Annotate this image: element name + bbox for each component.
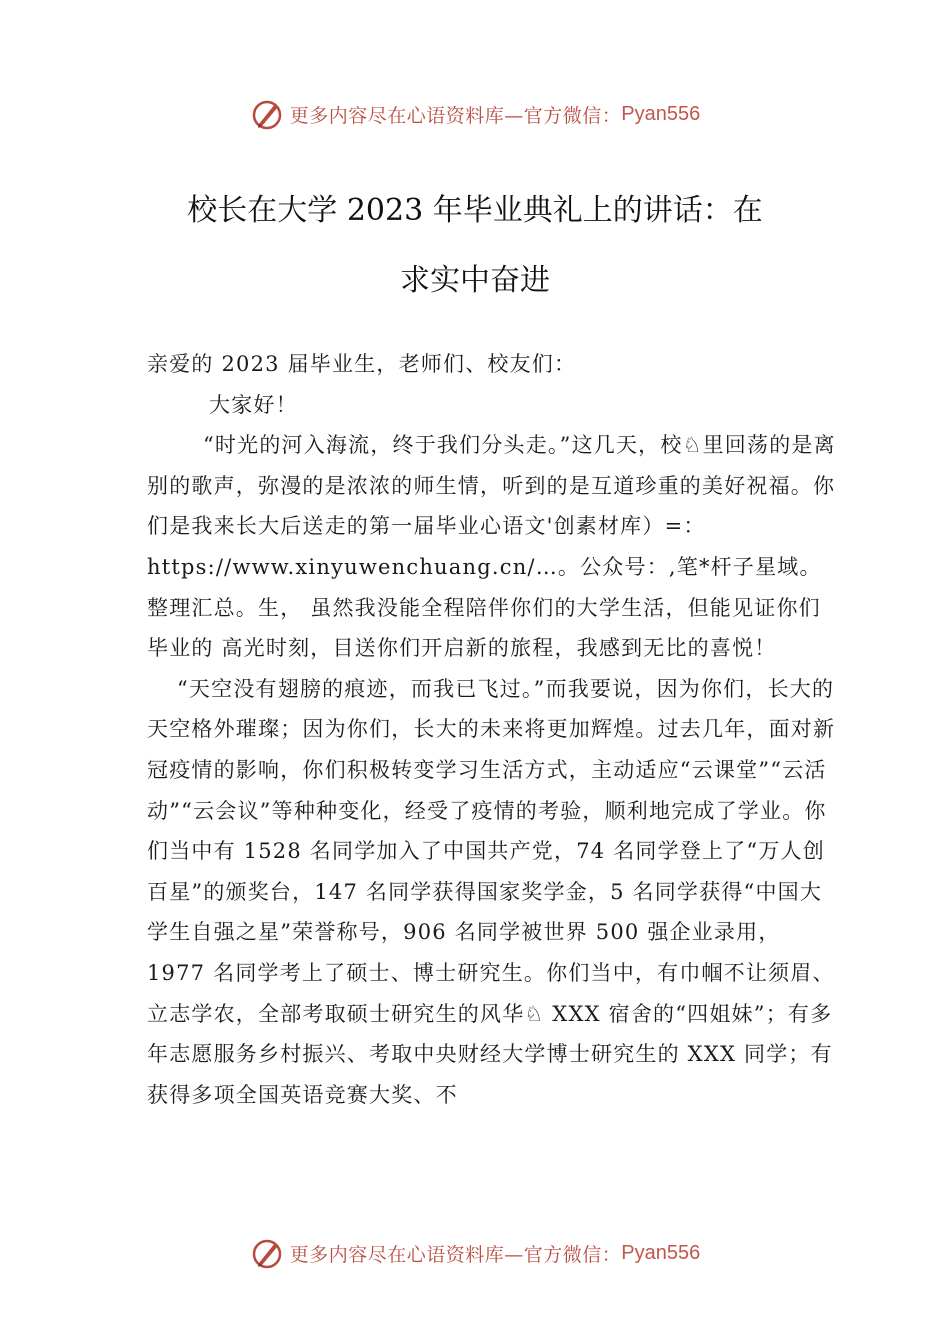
document-title bbox=[120, 176, 830, 316]
footer-banner bbox=[0, 1233, 950, 1273]
wechat-id: Pyan556 bbox=[621, 102, 701, 125]
pen-logo-icon bbox=[250, 97, 284, 131]
banner-text: 更多内容尽在心语资料库—官方微信： bbox=[289, 1243, 622, 1266]
speech-body bbox=[147, 344, 837, 1115]
greeting: 大家好！ bbox=[209, 392, 298, 417]
paragraph-1: “时光的河入海流，终于我们分头走。”这几天，校♘里回荡的是离别的歌声，弥漫的是浓浓的师生情，听到的是互道珍重的美好祝福。你们是我来长大后送走的第一届毕业心语文'创素材库）=：https://www.xinyuwenchuang.cn/…。公众号：,笔*杆子星域。整理汇总。生， 虽然我没能全程陪伴你们的大学生活，但能见证你们毕业的 高光时刻，目送你们开启新的旅程，我感到无比的喜悦！ bbox=[147, 433, 836, 661]
paragraph-2: “天空没有翅膀的痕迹，而我已飞过。”而我要说，因为你们，长大的天空格外璀璨；因为你们，长大的未来将更加辉煌。过去几年，面对新冠疫情的影响，你们积极转变学习生活方式，主动适应“云课堂”“云活动”“云会议”等种种变化，经受了疫情的考验，顺利地完成了学业。你们当中有 1528 名同学加入了中国共产党，74 名同学登上了“万人创百星”的颁奖台，147 名同学获得国家奖学金，5 名同学获得“中国大学生自强之星”荣誉称号，906 名同学被世界 500 强企业录用，1977 名同学考上了硕士、博士研究生。你们当中，有巾帼不让须眉、立志学农，全部考取硕士研究生的风华♘ XXX 宿舍的“四姐妹”；有多年志愿服务乡村振兴、考取中央财经大学博士研究生的 XXX 同学；有获得多项全国英语竞赛大奖、不 bbox=[147, 676, 836, 1107]
wechat-id: Pyan556 bbox=[621, 1241, 701, 1264]
header-banner bbox=[0, 94, 950, 134]
title-line-2: 求实中奋进 bbox=[400, 263, 550, 298]
pen-logo-icon bbox=[250, 1236, 284, 1270]
salutation: 亲爱的 2023 届毕业生，老师们、校友们： bbox=[147, 352, 577, 376]
banner-text: 更多内容尽在心语资料库—官方微信： bbox=[289, 104, 622, 127]
title-line-1: 校长在大学 2023 年毕业典礼上的讲话：在 bbox=[187, 193, 763, 228]
